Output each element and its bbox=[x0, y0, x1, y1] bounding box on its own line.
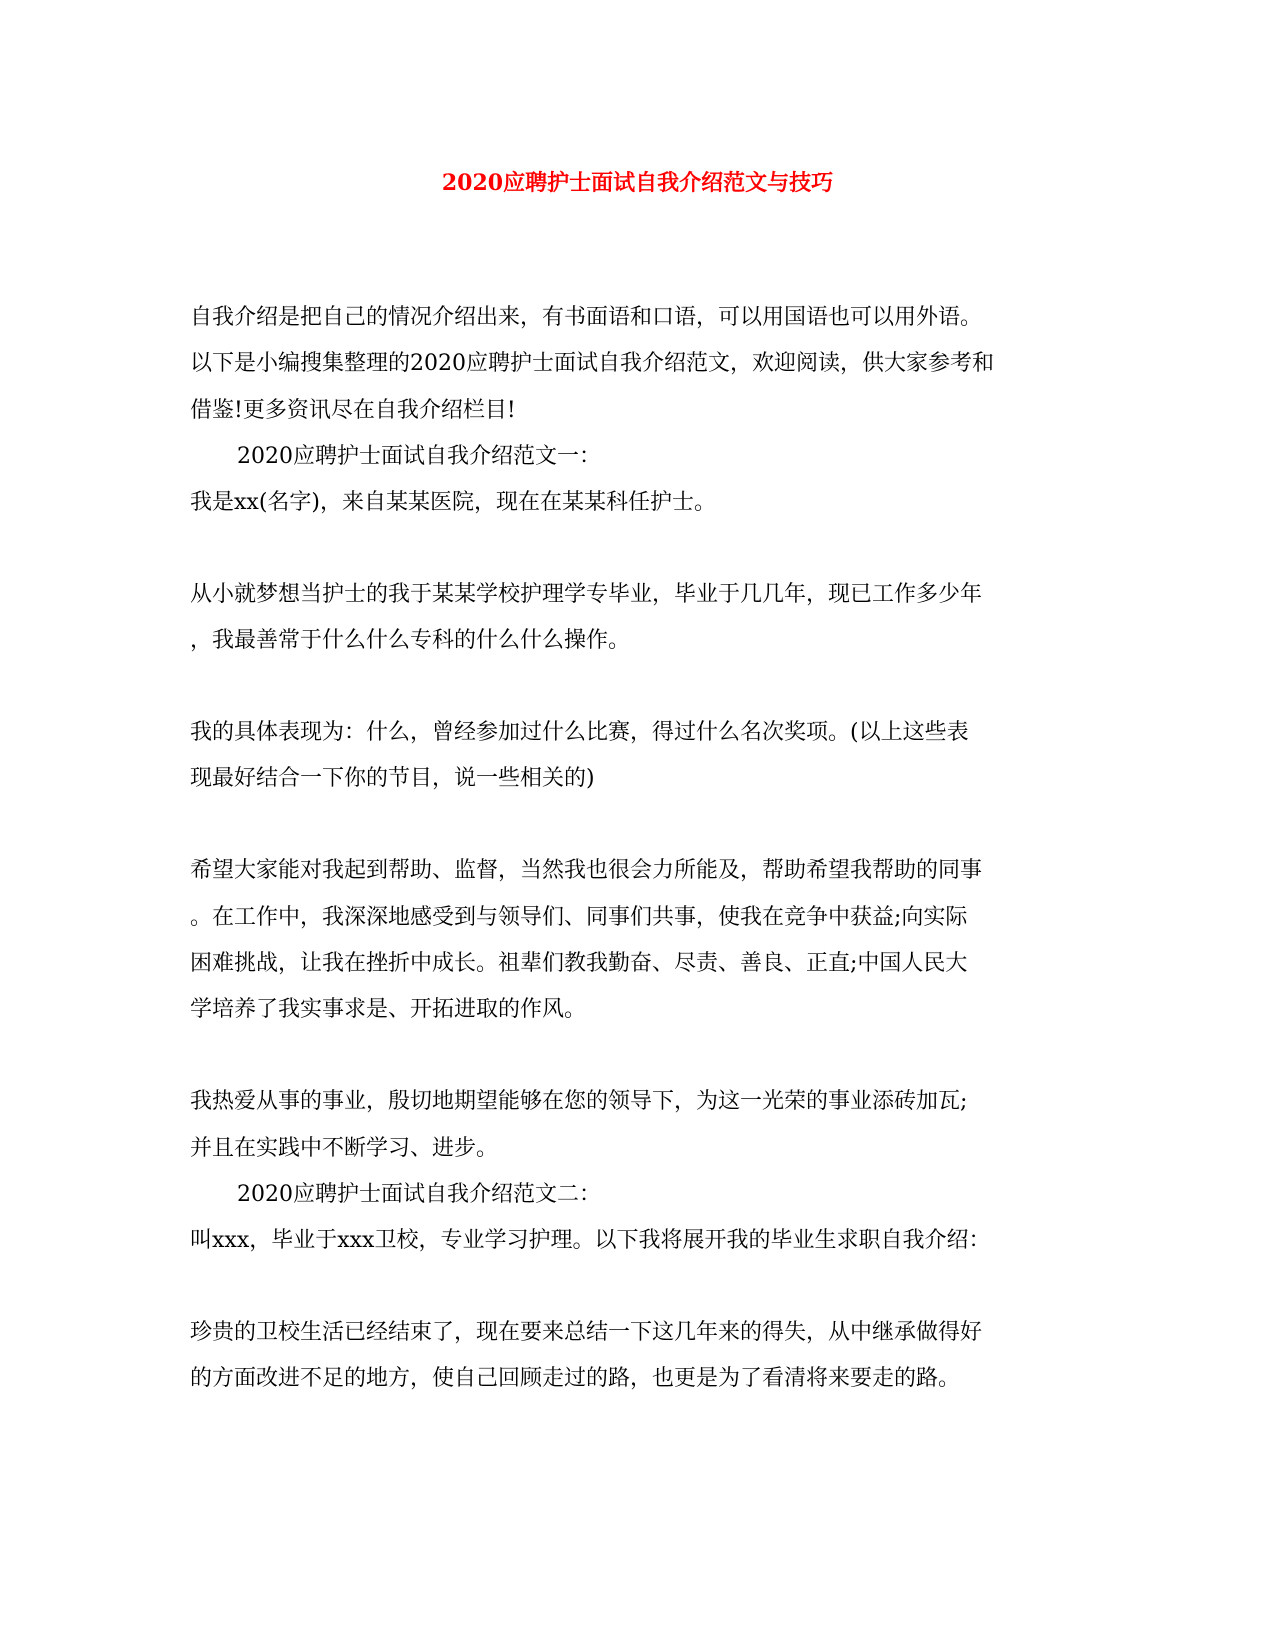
text-line: 珍贵的卫校生活已经结束了，现在要来总结一下这几年来的得失，从中继承做得好 bbox=[190, 1320, 983, 1345]
text-line: 希望大家能对我起到帮助、监督，当然我也很会力所能及，帮助希望我帮助的同事 bbox=[190, 858, 983, 883]
section-heading: 2020应聘护士面试自我介绍范文一： bbox=[237, 444, 601, 469]
text-line: 我是xx(名字)，来自某某医院，现在在某某科任护士。 bbox=[190, 490, 716, 515]
text-line: 并且在实践中不断学习、进步。 bbox=[190, 1136, 499, 1161]
text-line: 以下是小编搜集整理的2020应聘护士面试自我介绍范文，欢迎阅读，供大家参考和 bbox=[190, 351, 994, 376]
text-line: 自我介绍是把自己的情况介绍出来，有书面语和口语，可以用国语也可以用外语。 bbox=[190, 305, 983, 330]
text-line: 。在工作中，我深深地感受到与领导们、同事们共事，使我在竞争中获益;向实际 bbox=[190, 905, 968, 930]
text-line: 学培养了我实事求是、开拓进取的作风。 bbox=[190, 997, 587, 1022]
section-heading: 2020应聘护士面试自我介绍范文二： bbox=[237, 1182, 601, 1207]
text-line: 借鉴!更多资讯尽在自我介绍栏目! bbox=[190, 398, 516, 423]
text-line: 困难挑战，让我在挫折中成长。祖辈们教我勤奋、尽责、善良、正直;中国人民大 bbox=[190, 951, 968, 976]
text-line: ，我最善常于什么什么专科的什么什么操作。 bbox=[190, 628, 631, 653]
text-line: 我的具体表现为：什么，曾经参加过什么比赛，得过什么名次奖项。(以上这些表 bbox=[190, 720, 969, 745]
document-title: 2020应聘护士面试自我介绍范文与技巧 bbox=[441, 170, 834, 196]
text-line: 我热爱从事的事业，殷切地期望能够在您的领导下，为这一光荣的事业添砖加瓦; bbox=[190, 1089, 968, 1114]
text-line: 从小就梦想当护士的我于某某学校护理学专毕业，毕业于几几年，现已工作多少年 bbox=[190, 582, 983, 607]
text-line: 叫xxx，毕业于xxx卫校，专业学习护理。以下我将展开我的毕业生求职自我介绍： bbox=[190, 1228, 991, 1253]
text-line: 的方面改进不足的地方，使自己回顾走过的路，也更是为了看清将来要走的路。 bbox=[190, 1366, 961, 1391]
text-line: 现最好结合一下你的节目，说一些相关的) bbox=[190, 766, 595, 791]
